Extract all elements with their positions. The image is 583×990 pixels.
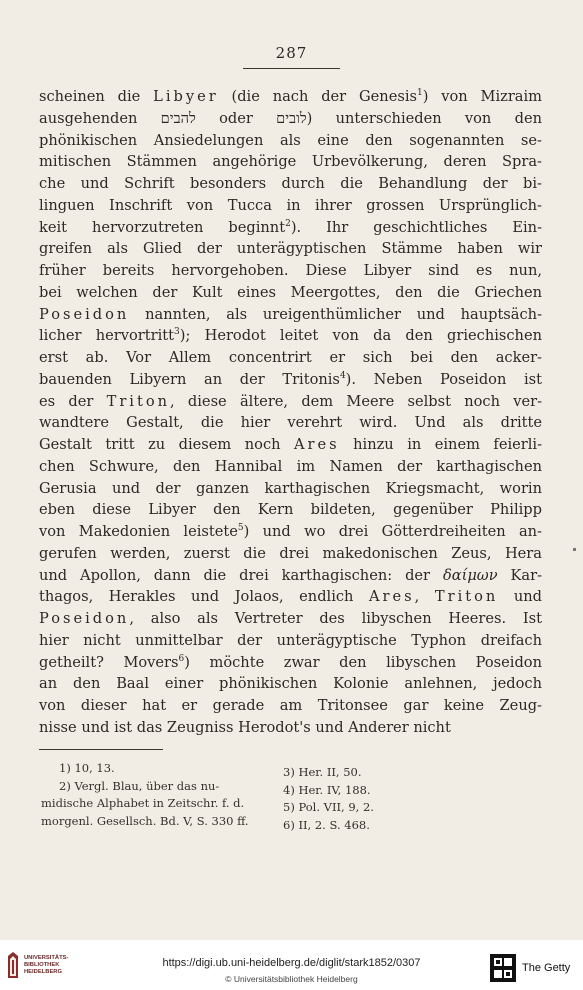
text-line: greifen als Glied der unterägyptischen Stämme haben wir [39, 240, 542, 258]
text-line: linguen Inschrift von Tucca in ihrer grossen Ursprünglich- [39, 196, 542, 214]
header-rule [243, 68, 340, 69]
text-line: gerufen werden, zuerst die drei makedonischen Zeus, Hera [39, 544, 542, 562]
text-line: getheilt? Movers$^6$) möchte zwar den libyschen Poseidon [39, 653, 542, 671]
footnotes-right [283, 764, 483, 834]
text-line: mitischen Stämmen angehörige Urbevölkerung, deren Spra- [39, 153, 542, 171]
text-line: Poseidon, also als Vertreter des libyschen Heeres. Ist [39, 610, 542, 627]
text-line: erst ab. Vor Allem concentrirt er sich bei den acker- [39, 349, 542, 366]
body-text [39, 86, 542, 739]
text-line: phönikischen Ansiedelungen als eine den sogenannten se- [39, 131, 542, 149]
text-line: Poseidon nannten, als ureigenthümlicher und hauptsäch- [39, 305, 542, 323]
page-number: 287 [275, 44, 308, 62]
margin-mark [573, 548, 576, 551]
text-line: chen Schwure, den Hannibal im Namen der karthagischen [39, 457, 542, 475]
footnote-line: 4) Her. IV, 188. [283, 782, 371, 797]
footnote-line: morgenl. Gesellsch. Bd. V, S. 330 ff. [41, 813, 249, 828]
text-line: Gestalt tritt zu diesem noch Ares hinzu in einem feierli- [39, 436, 542, 453]
text-line: scheinen die Libyer (die nach der Genesis$^1$) von Mizraim [39, 88, 542, 105]
footnote-line: 1) 10, 13. [59, 761, 115, 775]
text-line: thagos, Herakles und Jolaos, endlich Ares, Triton und [39, 588, 543, 606]
text-line: keit hervorzutreten beginnt$^2$). Ihr geschichtliches Ein- [39, 218, 542, 236]
text-line: von Makedonien leistete$^5$) und wo drei Götterdreiheiten an- [39, 523, 542, 540]
text-line: bauenden Libyern an der Tritonis$^4$). Neben Poseidon ist [39, 370, 543, 388]
heidelberg-logo-text: UNIVERSITÄTS- BIBLIOTHEK HEIDELBERG [24, 954, 69, 975]
text-line: an den Baal einer phönikischen Kolonie anlehnen, jedoch [39, 675, 542, 693]
text-line: hier nicht unmittelbar der unterägyptische Typhon dreifach [39, 631, 542, 649]
getty-icon [490, 954, 516, 982]
footnotes-left [41, 760, 261, 830]
text-line: eben diese Libyer den Kern bildeten, gegenüber Philipp [39, 501, 542, 519]
footnote-line: 5) Pol. VII, 9, 2. [283, 800, 374, 814]
footnote-line: 2) Vergl. Blau, über das nu- [59, 778, 220, 793]
text-line: Gerusia und der ganzen karthagischen Kriegsmacht, worin [39, 479, 542, 497]
footnote-rule [39, 749, 163, 750]
text-line: nisse und ist das Zeugniss Herodot's und Anderer nicht [39, 718, 451, 736]
getty-logo[interactable] [490, 954, 570, 982]
text-line: wandtere Gestalt, die hier verehrt wird. Und als dritte [39, 414, 542, 432]
text-line: es der Triton, diese ältere, dem Meere selbst noch ver- [39, 392, 543, 410]
footnote-line: 3) Her. II, 50. [283, 765, 362, 779]
text-line: früher bereits hervorgehoben. Diese Libyer sind es nun, [39, 262, 542, 279]
text-line: von dieser hat er gerade am Tritonsee gar keine Zeug- [39, 697, 542, 714]
text-line: ausgehenden להבים oder לובים) unterschieden von den [39, 109, 542, 127]
copyright-notice: © Universitätsbibliothek Heidelberg [225, 974, 358, 984]
getty-logo-text: The Getty [522, 962, 571, 974]
footnote-line: midische Alphabet in Zeitschr. f. d. [41, 796, 245, 810]
footnote-line: 6) II, 2. S. 468. [283, 817, 370, 832]
text-line: und Apollon, dann die drei karthagischen: der δαίμων Kar- [39, 566, 543, 584]
text-line: bei welchen der Kult eines Meergottes, den die Griechen [39, 283, 542, 301]
text-line: licher hervortritt$^3$); Herodot leitet von da den griechischen [39, 327, 542, 345]
text-line: che und Schrift besonders durch die Behandlung der bi- [39, 175, 542, 192]
source-url[interactable]: https://digi.ub.uni-heidelberg.de/diglit/stark1852/0307 [162, 957, 421, 969]
